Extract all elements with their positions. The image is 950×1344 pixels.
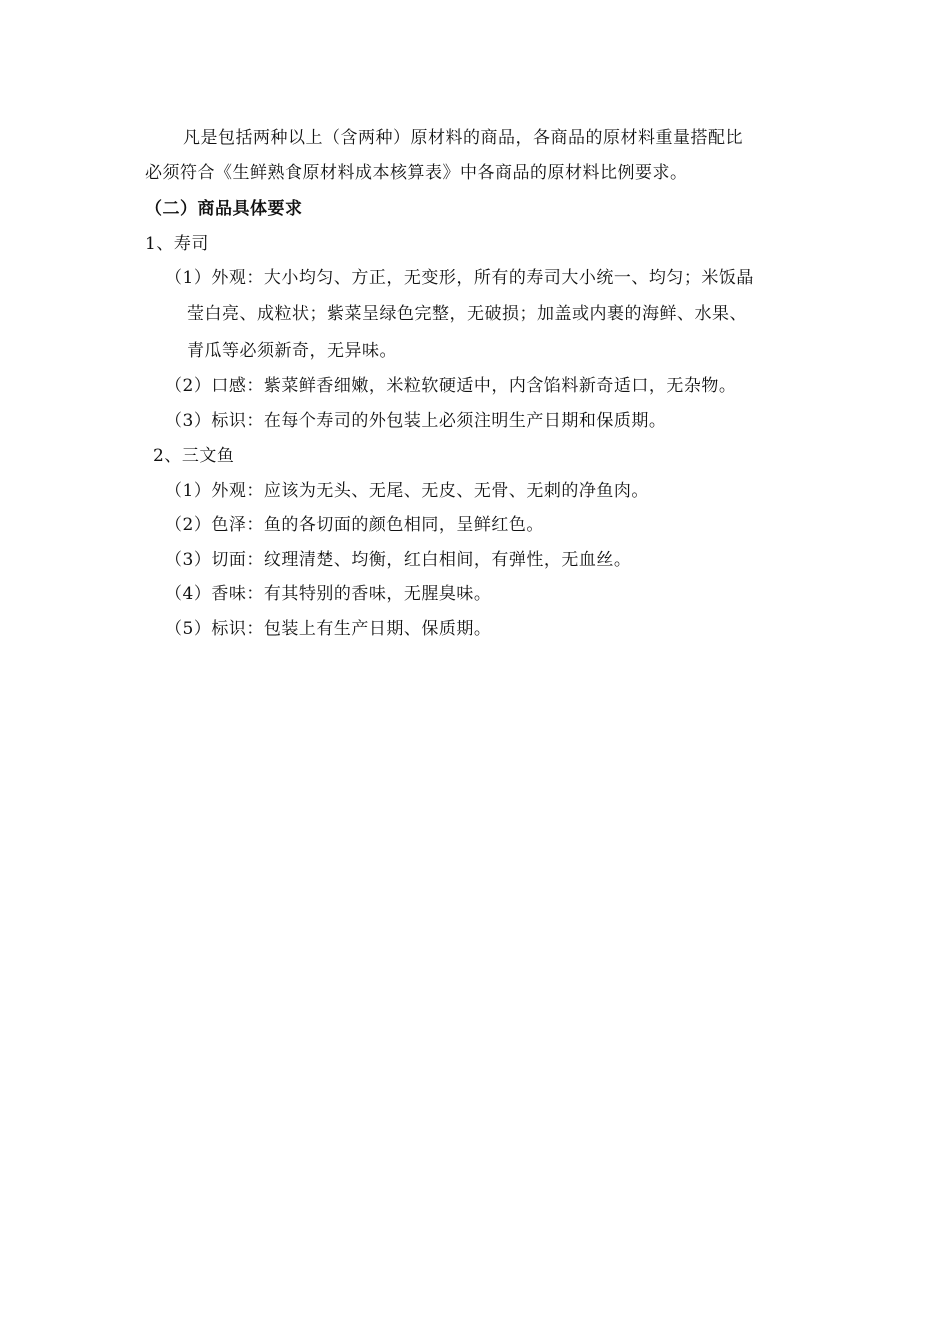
intro-line-2: 必须符合《生鲜熟食原材料成本核算表》中各商品的原材料比例要求。 — [145, 163, 688, 183]
sushi-label: （3）标识：在每个寿司的外包装上必须注明生产日期和保质期。 — [165, 411, 667, 431]
salmon-cut: （3）切面：纹理清楚、均衡，红白相间，有弹性，无血丝。 — [165, 550, 632, 570]
salmon-label: （5）标识：包装上有生产日期、保质期。 — [165, 619, 492, 639]
sushi-appearance-line-3: 青瓜等必须新奇，无异味。 — [187, 341, 397, 361]
section-heading: （二）商品具体要求 — [145, 199, 303, 219]
intro-line-1: 凡是包括两种以上（含两种）原材料的商品，各商品的原材料重量搭配比 — [183, 128, 743, 148]
salmon-color: （2）色泽：鱼的各切面的颜色相同，呈鲜红色。 — [165, 515, 544, 535]
salmon-appearance: （1）外观：应该为无头、无尾、无皮、无骨、无刺的净鱼肉。 — [165, 481, 649, 501]
sushi-title: 1、寿司 — [145, 234, 209, 254]
sushi-appearance-line-1: （1）外观：大小均匀、方正，无变形，所有的寿司大小统一、均匀；米饭晶 — [165, 268, 754, 288]
salmon-title: 2、三文鱼 — [153, 446, 235, 466]
sushi-taste: （2）口感：紫菜鲜香细嫩，米粒软硬适中，内含馅料新奇适口，无杂物。 — [165, 376, 737, 396]
sushi-appearance-line-2: 莹白亮、成粒状；紫菜呈绿色完整，无破损；加盖或内裹的海鲜、水果、 — [187, 304, 747, 324]
salmon-smell: （4）香味：有其特别的香味，无腥臭味。 — [165, 584, 492, 604]
